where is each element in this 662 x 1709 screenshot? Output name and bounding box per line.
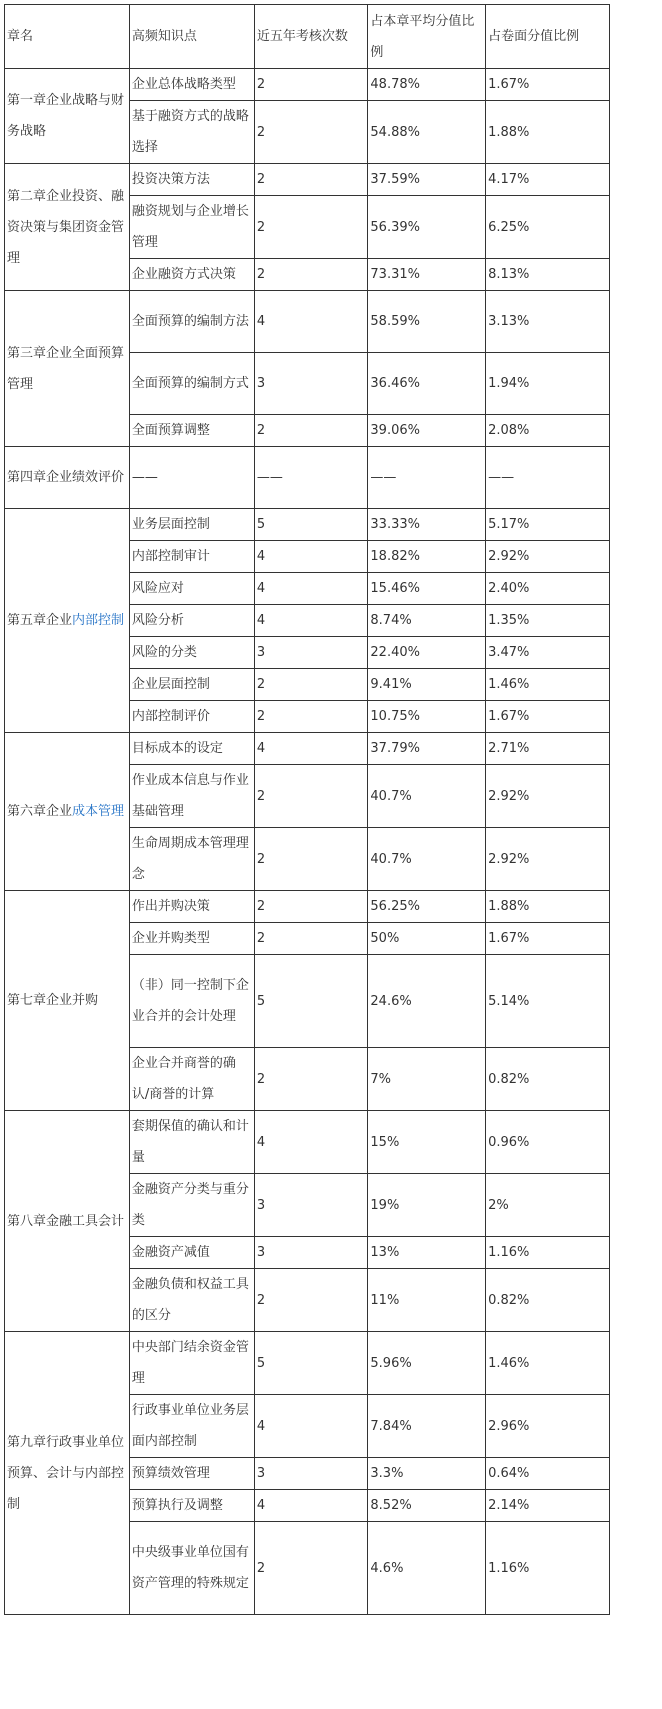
- chapter-name: 第二章企业投资、融资决策与集团资金管理: [5, 164, 130, 291]
- chapter-name: 第一章企业战略与财务战略: [5, 69, 130, 164]
- paper-pct-cell: 1.67%: [486, 701, 610, 733]
- chapter-pct-cell: 8.52%: [368, 1490, 486, 1522]
- paper-pct-cell: 0.64%: [486, 1458, 610, 1490]
- exam-count-cell: 4: [254, 1490, 368, 1522]
- chapter-pct-cell: 73.31%: [368, 259, 486, 291]
- header-knowledge-point: 高频知识点: [129, 5, 254, 69]
- table-row: [5, 447, 610, 509]
- chapter-pct-cell: 54.88%: [368, 101, 486, 164]
- knowledge-point-cell: 生命周期成本管理理念: [129, 828, 254, 891]
- chapter-pct-cell: 56.39%: [368, 196, 486, 259]
- exam-count-cell: 4: [254, 1111, 368, 1174]
- exam-count-cell: 3: [254, 353, 368, 415]
- exam-count-cell: 2: [254, 415, 368, 447]
- exam-count-cell: 3: [254, 1174, 368, 1237]
- paper-pct-cell: 1.94%: [486, 353, 610, 415]
- paper-pct-cell: 0.82%: [486, 1048, 610, 1111]
- chapter-pct-cell: 56.25%: [368, 891, 486, 923]
- chapter-pct-cell: 4.6%: [368, 1522, 486, 1615]
- exam-count-cell: 3: [254, 637, 368, 669]
- knowledge-point-cell: 融资规划与企业增长管理: [129, 196, 254, 259]
- chapter-name: [5, 733, 130, 891]
- chapter-pct-cell: 8.74%: [368, 605, 486, 637]
- exam-count-cell: 2: [254, 891, 368, 923]
- exam-count-cell: 2: [254, 1269, 368, 1332]
- knowledge-point-cell: 风险的分类: [129, 637, 254, 669]
- table-row: [5, 509, 610, 541]
- chapter-pct-cell: 10.75%: [368, 701, 486, 733]
- chapter-pct-cell: 50%: [368, 923, 486, 955]
- header-exam-count: 近五年考核次数: [254, 5, 368, 69]
- chapter-pct-cell: 7.84%: [368, 1395, 486, 1458]
- paper-pct-cell: 4.17%: [486, 164, 610, 196]
- paper-pct-cell: 6.25%: [486, 196, 610, 259]
- paper-pct-cell: 2.92%: [486, 828, 610, 891]
- chapter-pct-cell: 18.82%: [368, 541, 486, 573]
- knowledge-point-cell: 作业成本信息与作业基础管理: [129, 765, 254, 828]
- exam-count-cell: 5: [254, 955, 368, 1048]
- table-row: [5, 891, 610, 923]
- exam-count-cell: 4: [254, 733, 368, 765]
- table-row: [5, 291, 610, 353]
- chapter-pct-cell: 58.59%: [368, 291, 486, 353]
- paper-pct-cell: 1.16%: [486, 1237, 610, 1269]
- paper-pct-cell: 3.47%: [486, 637, 610, 669]
- paper-pct-cell: 0.82%: [486, 1269, 610, 1332]
- header-paper-pct: 占卷面分值比例: [486, 5, 610, 69]
- knowledge-point-cell: 风险应对: [129, 573, 254, 605]
- exam-count-cell: 2: [254, 101, 368, 164]
- exam-count-cell: 4: [254, 605, 368, 637]
- paper-pct-cell: 2.92%: [486, 541, 610, 573]
- exam-count-cell: 2: [254, 765, 368, 828]
- chapter-pct-cell: 13%: [368, 1237, 486, 1269]
- knowledge-point-cell: 金融资产减值: [129, 1237, 254, 1269]
- knowledge-point-cell: 金融资产分类与重分类: [129, 1174, 254, 1237]
- chapter-pct-cell: 37.59%: [368, 164, 486, 196]
- knowledge-point-cell: 企业并购类型: [129, 923, 254, 955]
- exam-count-cell: 4: [254, 291, 368, 353]
- chapter-pct-cell: ——: [368, 447, 486, 509]
- paper-pct-cell: 2.14%: [486, 1490, 610, 1522]
- header-row: [5, 5, 610, 69]
- knowledge-point-cell: 全面预算调整: [129, 415, 254, 447]
- knowledge-point-cell: 内部控制审计: [129, 541, 254, 573]
- paper-pct-cell: 3.13%: [486, 291, 610, 353]
- chapter-pct-cell: 3.3%: [368, 1458, 486, 1490]
- knowledge-point-cell: ——: [129, 447, 254, 509]
- exam-count-cell: 4: [254, 1395, 368, 1458]
- knowledge-point-cell: 预算绩效管理: [129, 1458, 254, 1490]
- exam-count-cell: 5: [254, 1332, 368, 1395]
- exam-count-cell: 2: [254, 1048, 368, 1111]
- exam-count-cell: 3: [254, 1458, 368, 1490]
- knowledge-point-cell: 投资决策方法: [129, 164, 254, 196]
- chapter-pct-cell: 11%: [368, 1269, 486, 1332]
- exam-count-cell: 2: [254, 196, 368, 259]
- chapter-name-prefix: 第五章企业: [7, 613, 73, 628]
- chapter-pct-cell: 40.7%: [368, 765, 486, 828]
- exam-count-cell: 2: [254, 164, 368, 196]
- chapter-name-prefix: 第六章企业: [7, 804, 73, 819]
- knowledge-point-cell: 作出并购决策: [129, 891, 254, 923]
- table-row: [5, 69, 610, 101]
- exam-count-cell: 2: [254, 669, 368, 701]
- paper-pct-cell: 5.17%: [486, 509, 610, 541]
- exam-stats-table: [4, 4, 610, 1615]
- knowledge-point-cell: 企业总体战略类型: [129, 69, 254, 101]
- knowledge-point-cell: 全面预算的编制方式: [129, 353, 254, 415]
- exam-count-cell: 2: [254, 923, 368, 955]
- paper-pct-cell: 2.40%: [486, 573, 610, 605]
- exam-count-cell: 3: [254, 1237, 368, 1269]
- exam-count-cell: 4: [254, 541, 368, 573]
- chapter-pct-cell: 48.78%: [368, 69, 486, 101]
- table-row: [5, 164, 610, 196]
- chapter-topic-link[interactable]: 成本管理: [72, 804, 125, 819]
- exam-count-cell: 2: [254, 701, 368, 733]
- chapter-name: 第八章金融工具会计: [5, 1111, 130, 1332]
- knowledge-point-cell: 业务层面控制: [129, 509, 254, 541]
- paper-pct-cell: 1.67%: [486, 69, 610, 101]
- knowledge-point-cell: 企业合并商誉的确认/商誉的计算: [129, 1048, 254, 1111]
- knowledge-point-cell: 套期保值的确认和计量: [129, 1111, 254, 1174]
- chapter-name: 第三章企业全面预算管理: [5, 291, 130, 447]
- exam-count-cell: 2: [254, 1522, 368, 1615]
- paper-pct-cell: 1.16%: [486, 1522, 610, 1615]
- chapter-pct-cell: 22.40%: [368, 637, 486, 669]
- paper-pct-cell: 2.71%: [486, 733, 610, 765]
- chapter-pct-cell: 24.6%: [368, 955, 486, 1048]
- knowledge-point-cell: 行政事业单位业务层面内部控制: [129, 1395, 254, 1458]
- paper-pct-cell: 2.96%: [486, 1395, 610, 1458]
- chapter-pct-cell: 39.06%: [368, 415, 486, 447]
- paper-pct-cell: 1.46%: [486, 669, 610, 701]
- chapter-pct-cell: 5.96%: [368, 1332, 486, 1395]
- knowledge-point-cell: 基于融资方式的战略选择: [129, 101, 254, 164]
- paper-pct-cell: 1.35%: [486, 605, 610, 637]
- knowledge-point-cell: 预算执行及调整: [129, 1490, 254, 1522]
- paper-pct-cell: 8.13%: [486, 259, 610, 291]
- paper-pct-cell: 0.96%: [486, 1111, 610, 1174]
- chapter-name: [5, 509, 130, 733]
- chapter-pct-cell: 9.41%: [368, 669, 486, 701]
- knowledge-point-cell: 企业融资方式决策: [129, 259, 254, 291]
- header-chapter: 章名: [5, 5, 130, 69]
- header-chapter-pct: 占本章平均分值比例: [368, 5, 486, 69]
- table-row: [5, 1111, 610, 1174]
- knowledge-point-cell: 目标成本的设定: [129, 733, 254, 765]
- paper-pct-cell: 2.92%: [486, 765, 610, 828]
- table-row: [5, 733, 610, 765]
- knowledge-point-cell: （非）同一控制下企业合并的会计处理: [129, 955, 254, 1048]
- knowledge-point-cell: 企业层面控制: [129, 669, 254, 701]
- paper-pct-cell: 1.88%: [486, 101, 610, 164]
- knowledge-point-cell: 全面预算的编制方法: [129, 291, 254, 353]
- chapter-topic-link[interactable]: 内部控制: [72, 613, 125, 628]
- knowledge-point-cell: 中央级事业单位国有资产管理的特殊规定: [129, 1522, 254, 1615]
- chapter-pct-cell: 33.33%: [368, 509, 486, 541]
- paper-pct-cell: 1.46%: [486, 1332, 610, 1395]
- table-row: [5, 1332, 610, 1395]
- paper-pct-cell: 2.08%: [486, 415, 610, 447]
- exam-count-cell: 2: [254, 69, 368, 101]
- paper-pct-cell: ——: [486, 447, 610, 509]
- knowledge-point-cell: 内部控制评价: [129, 701, 254, 733]
- knowledge-point-cell: 风险分析: [129, 605, 254, 637]
- paper-pct-cell: 1.67%: [486, 923, 610, 955]
- chapter-pct-cell: 40.7%: [368, 828, 486, 891]
- knowledge-point-cell: 中央部门结余资金管理: [129, 1332, 254, 1395]
- chapter-name: 第四章企业绩效评价: [5, 447, 130, 509]
- chapter-pct-cell: 36.46%: [368, 353, 486, 415]
- exam-count-cell: ——: [254, 447, 368, 509]
- paper-pct-cell: 1.88%: [486, 891, 610, 923]
- exam-count-cell: 4: [254, 573, 368, 605]
- paper-pct-cell: 5.14%: [486, 955, 610, 1048]
- chapter-pct-cell: 19%: [368, 1174, 486, 1237]
- exam-count-cell: 2: [254, 828, 368, 891]
- chapter-pct-cell: 7%: [368, 1048, 486, 1111]
- exam-count-cell: 5: [254, 509, 368, 541]
- chapter-pct-cell: 37.79%: [368, 733, 486, 765]
- exam-count-cell: 2: [254, 259, 368, 291]
- chapter-pct-cell: 15%: [368, 1111, 486, 1174]
- chapter-name: 第七章企业并购: [5, 891, 130, 1111]
- chapter-pct-cell: 15.46%: [368, 573, 486, 605]
- paper-pct-cell: 2%: [486, 1174, 610, 1237]
- knowledge-point-cell: 金融负债和权益工具的区分: [129, 1269, 254, 1332]
- chapter-name: 第九章行政事业单位预算、会计与内部控制: [5, 1332, 130, 1615]
